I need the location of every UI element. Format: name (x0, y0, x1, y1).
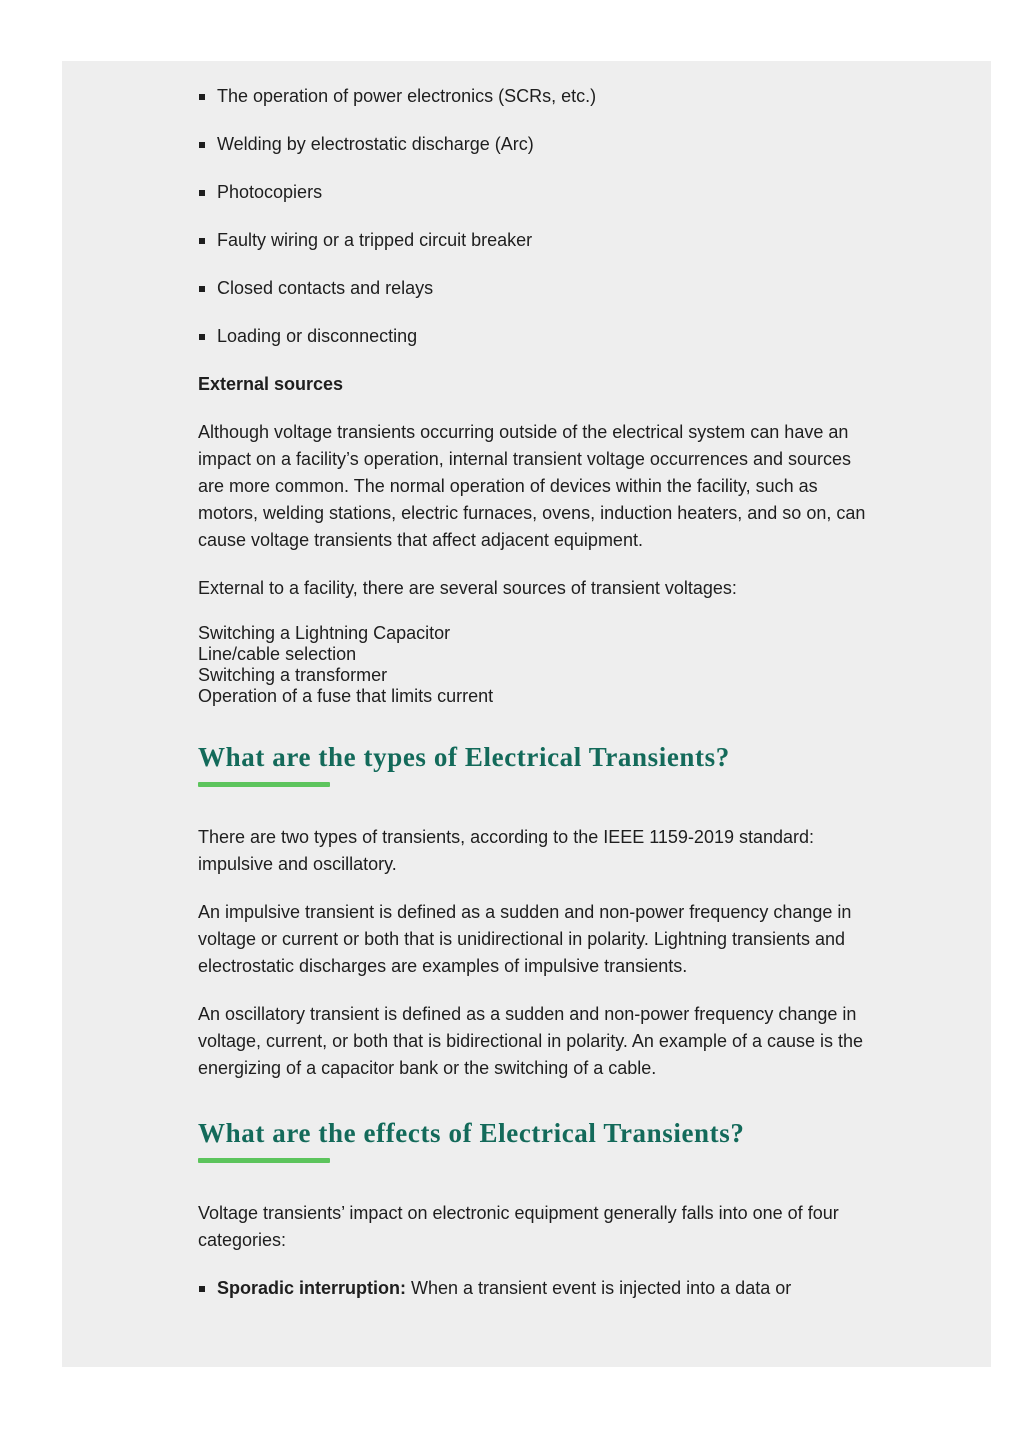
list-item: Line/cable selection (198, 644, 357, 664)
external-paragraph-2: External to a facility, there are several sources of transient voltages: (198, 578, 737, 598)
square-bullet-icon (199, 94, 205, 100)
list-item: Faulty wiring or a tripped circuit breaker (198, 227, 878, 254)
list-item: Welding by electrostatic discharge (Arc) (198, 131, 878, 158)
list-item: Operation of a fuse that limits current (198, 686, 494, 706)
square-bullet-icon (199, 142, 205, 148)
external-sources-heading: External sources (198, 374, 344, 394)
square-bullet-icon (199, 1286, 205, 1292)
types-paragraph-2: An impulsive transient is defined as a sudden and non-power frequency change in voltage or current or both that is unidirectional in polarity. Lightning transients and electrostatic discharges are examples of impulsive transients. (198, 902, 852, 976)
heading-accent-bar (198, 782, 330, 787)
external-sources-list (198, 623, 878, 707)
list-item: Loading or disconnecting (198, 323, 878, 350)
effects-intro: Voltage transients’ impact on electronic equipment generally falls into one of four categories: (198, 1203, 839, 1250)
list-item: Switching a Lightning Capacitor (198, 623, 451, 643)
effect-term: Sporadic interruption: (217, 1278, 406, 1298)
list-item: Photocopiers (198, 179, 878, 206)
square-bullet-icon (199, 334, 205, 340)
article-body (198, 83, 878, 1323)
square-bullet-icon (199, 238, 205, 244)
external-paragraph-1: Although voltage transients occurring outside of the electrical system can have an impact on a facility’s operation, internal transient voltage occurrences and sources are more common. The normal operation of devices within the facility, such as motors, welding stations, electric furnaces, ovens, induction heaters, and so on, can cause voltage transients that affect adjacent equipment. (198, 422, 866, 550)
types-heading: What are the types of Electrical Transients? (198, 742, 730, 772)
effects-list (198, 1275, 878, 1302)
square-bullet-icon (199, 286, 205, 292)
types-paragraph-3: An oscillatory transient is defined as a sudden and non-power frequency change in voltage, current, or both that is bidirectional in polarity. An example of a cause is the energizing of a capacitor bank or the switching of a cable. (198, 1004, 864, 1078)
list-item: The operation of power electronics (SCRs, etc.) (198, 83, 878, 110)
causes-list (198, 83, 878, 350)
effect-text: When a transient event is injected into a data or (406, 1278, 792, 1298)
list-item: Closed contacts and relays (198, 275, 878, 302)
types-paragraph-1: There are two types of transients, according to the IEEE 1159-2019 standard: impulsive and oscillatory. (198, 827, 815, 874)
list-item: Switching a transformer (198, 665, 388, 685)
content-panel (62, 61, 991, 1367)
list-item (198, 1275, 878, 1302)
effects-heading: What are the effects of Electrical Transients? (198, 1118, 745, 1148)
square-bullet-icon (199, 190, 205, 196)
heading-accent-bar (198, 1158, 330, 1163)
